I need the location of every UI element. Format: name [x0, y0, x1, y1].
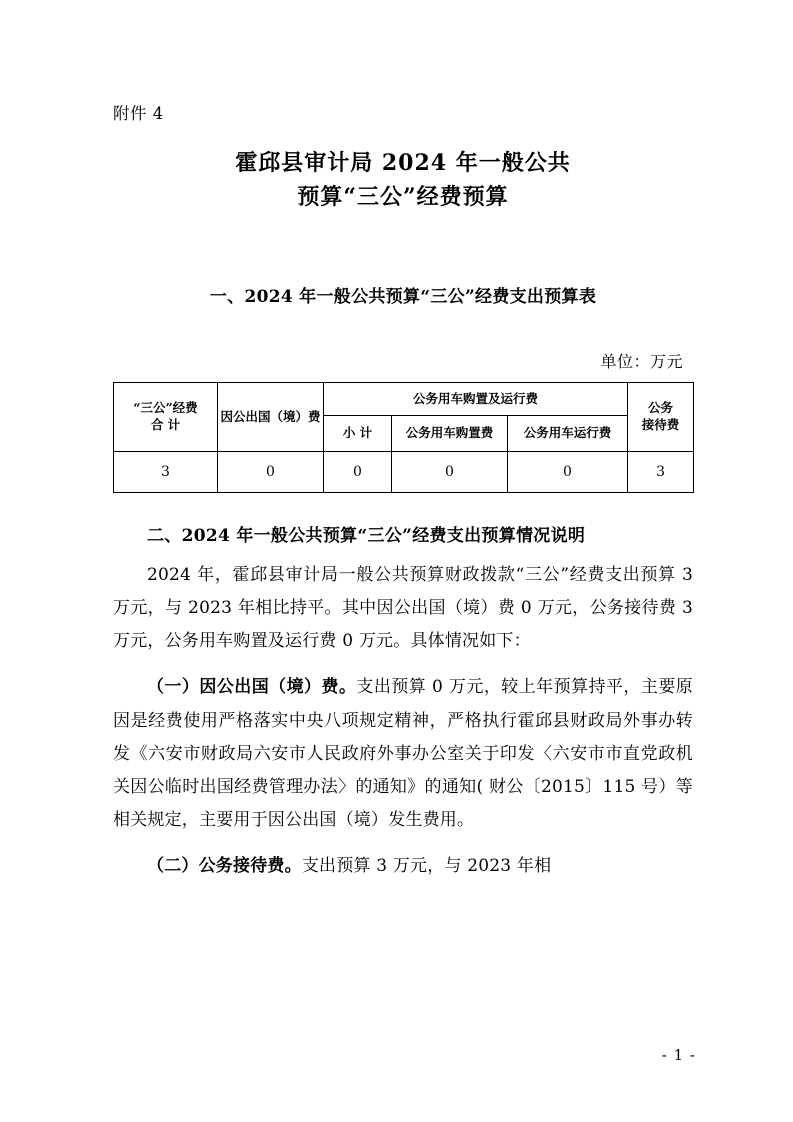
table-header-row-1 [114, 382, 694, 415]
unit-note: 单位：万元 [600, 351, 683, 371]
paragraph-abroad-label: （一）因公出国（境）费。 [147, 677, 357, 698]
page-title-line-2: 预算“三公”经费预算 [297, 183, 509, 210]
page-title [113, 146, 693, 214]
header-cell-vehicle-operation: 公务用车运行费 [508, 416, 628, 452]
document-body [113, 0, 693, 883]
paragraph-abroad-text: 支出预算 0 万元，较上年预算持平，主要原因是经费使用严格落实中央八项规定精神，严格执行霍邱县财政局外事办转发《六安市财政局六安市人民政府外事办公室关于印发〈六安市市直党政机关因公临时出国经费管理办法〉的通知》的通知( 财公〔2015〕115 号）等相关规定，主要用于因公出国（境）发生费用。 [113, 677, 693, 830]
table-row [114, 451, 694, 492]
header-cell-abroad: 因公出国（境）费 [218, 382, 324, 451]
header-cell-vehicle-purchase: 公务用车购置费 [392, 416, 508, 452]
header-total-line-2: 合 计 [150, 416, 181, 432]
page-number: - 1 - [661, 1046, 696, 1064]
paragraph-reception [113, 850, 693, 883]
paragraph-overview: 2024 年，霍邱县审计局一般公共预算财政拨款“三公”经费支出预算 3 万元，与 2023 年相比持平。其中因公出国（境）费 0 万元，公务接待费 3 万元，公务用车购置及运行费 0 万元。具体情况如下： [113, 564, 693, 652]
section-heading-1: 一、2024 年一般公共预算“三公”经费支出预算表 [209, 286, 597, 307]
header-cell-vehicle-subtotal: 小 计 [324, 416, 392, 452]
section-heading-2: 二、2024 年一般公共预算“三公”经费支出预算情况说明 [147, 525, 586, 546]
attachment-label: 附件 4 [113, 104, 164, 123]
paragraph-abroad [113, 671, 693, 837]
header-total-line-1: “三公”经费 [133, 400, 198, 416]
header-cell-total [114, 382, 218, 451]
value-total: 3 [114, 451, 218, 492]
header-cell-vehicle-group: 公务用车购置及运行费 [324, 382, 628, 415]
value-reception: 3 [628, 451, 694, 492]
header-cell-reception [628, 382, 694, 451]
value-vehicle-purchase: 0 [392, 451, 508, 492]
page-title-line-1: 霍邱县审计局 2024 年一般公共 [235, 149, 571, 176]
value-vehicle-operation: 0 [508, 451, 628, 492]
header-reception-line-2: 接待费 [641, 416, 680, 432]
header-reception-line-1: 公务 [648, 400, 674, 416]
value-vehicle-subtotal: 0 [324, 451, 392, 492]
paragraph-reception-label: （二）公务接待费。 [147, 856, 302, 877]
budget-table [113, 382, 694, 493]
value-abroad: 0 [218, 451, 324, 492]
paragraph-reception-text: 支出预算 3 万元，与 2023 年相 [301, 856, 552, 877]
